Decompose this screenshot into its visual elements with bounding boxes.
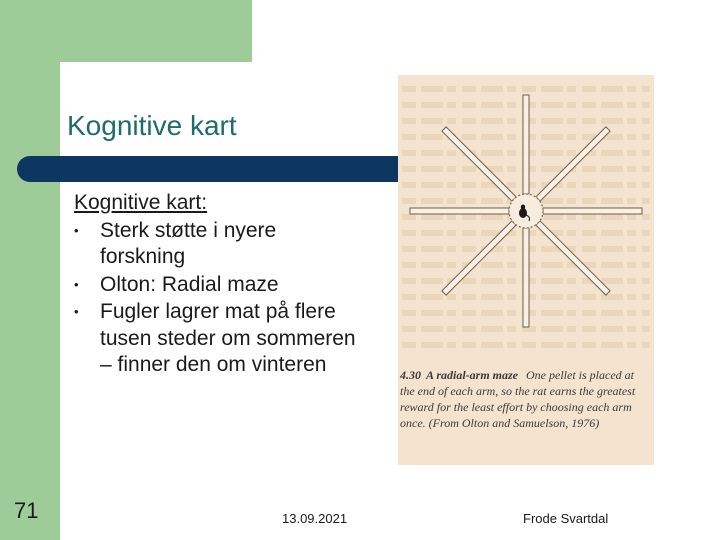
figure-title: A radial-arm maze [426,368,519,382]
bullet-item [74,299,364,379]
bullet-text: Fugler lagrer mat på flere tusen steder om sommeren – finner den om vinteren [100,300,356,376]
bullet-item [74,218,364,271]
slide-body [74,190,364,380]
maze-arm [523,228,529,327]
footer-date: 13.09.2021 [282,511,348,526]
body-heading [74,190,364,217]
radial-maze-figure [398,75,654,465]
footer-author: Frode Svartdal [523,511,609,526]
maze-arm [442,127,516,201]
maze-arm [543,208,642,214]
body-heading-colon: : [201,191,208,214]
left-accent-bar [0,0,60,540]
bullet-text: Olton: Radial maze [100,272,279,296]
slide-title: Kognitive kart [67,110,237,141]
bullet-dot: • [74,222,79,238]
maze-arm [523,95,529,194]
figure-number: 4.30 [400,368,421,382]
title-underline-bar [17,156,417,182]
bullet-text: Sterk støtte i nyere forskning [100,218,277,268]
maze-arm [410,208,509,214]
bullet-item [74,272,364,299]
figure-caption-text: One pellet is placed at the end of each arm, so the rat earns the greatest reward for the least effort by choosing each arm once. (From Olton and Samuelson, 1976) [400,368,636,430]
figure-caption [400,367,650,431]
bullet-dot: • [74,304,79,319]
bullet-list [74,218,364,379]
body-heading-text: Kognitive kart [74,191,202,214]
slide-number: 71 [14,498,39,523]
radial-maze-illustration [398,75,654,365]
bullet-dot: • [74,276,79,292]
top-accent-block [60,0,252,62]
